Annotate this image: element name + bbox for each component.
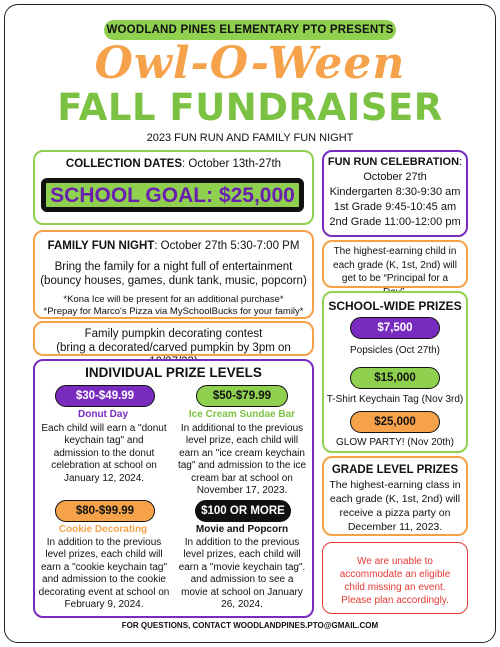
principal-for-a-day-text: The highest-earning child in each grade (K, 1st, 2nd) will get to be “Principal for a [333, 246, 457, 284]
attendance-notice-text: We are unable to accommodate an eligible child missing an event. Please plan accordingly. [339, 556, 451, 606]
pumpkin-contest-box [33, 321, 314, 356]
contact-footer: FOR QUESTIONS, CONTACT WOODLANDPINES.PTO@GMAIL.COM [121, 621, 379, 630]
fun-night-notes [35, 294, 312, 318]
prize-level-movie: $100 OR MORE [195, 500, 291, 522]
fun-night-line-2: (bouncy houses, games, dunk tank, music, popcorn) [40, 275, 307, 287]
fun-run-date: October 27th [363, 171, 427, 183]
prize-level-ice-cream: $50-$79.99 [196, 385, 288, 407]
donut-day-label: Donut Day [78, 409, 128, 420]
collection-dates [35, 158, 312, 170]
individual-prizes-box [33, 359, 314, 618]
cookie-decorating-description: In addition to the previous level prizes, each child will earn a "cookie keychain tag" and admission to the cookie decorating event at school on February 9, 2024. [38, 537, 170, 611]
ice-cream-bar-description: In additional to the previous level prize, each child will earn an "ice cream keychain tag" and admission to the ice cream bar at school on November 17, 2023. [177, 423, 307, 497]
collection-dates-box [33, 150, 314, 225]
movie-popcorn-label: Movie and Popcorn [195, 524, 289, 535]
attendance-notice-box [322, 542, 468, 614]
collection-label: COLLECTION DATES [65, 158, 182, 170]
fun-run-1st-grade: 1st Grade 9:45-10:45 am [333, 201, 457, 213]
fall-fundraiser-title: FALL FUNDRAISER [57, 86, 443, 129]
grade-level-prizes-text: The highest-earning class in each grade (K, 1st, 2nd) will receive a pizza party on December 11, 2023. [329, 479, 461, 533]
fun-night-heading [35, 240, 312, 252]
owl-o-ween-title: Owl-O-Ween [94, 38, 406, 89]
fun-run-colon: : [459, 156, 463, 168]
fun-run-kindergarten: Kindergarten 8:30-9:30 am [329, 186, 461, 198]
school-prize-15000: $15,000 [350, 367, 440, 389]
principal-for-a-day-box [322, 240, 468, 288]
event-tagline: 2023 FUN RUN AND FAMILY FUN NIGHT [146, 132, 354, 144]
fun-night-line-1: Bring the family for a night full of entertainment [54, 261, 293, 273]
fun-run-heading [324, 155, 466, 170]
family-fun-night-box [33, 230, 314, 319]
fun-night-description [35, 260, 312, 288]
tshirt-keychain-prize: T-Shirt Keychain Tag (Nov 3rd) [326, 394, 464, 405]
prize-level-donut: $30-$49.99 [55, 385, 155, 407]
fun-run-2nd-grade: 2nd Grade 11:00-12:00 pm [329, 216, 461, 228]
pto-banner: WOODLAND PINES ELEMENTARY PTO PRESENTS [104, 20, 396, 40]
collection-dates-value: : October 13th-27th [181, 158, 282, 170]
fun-run-label: FUN RUN CELEBRATION [327, 156, 460, 168]
fun-run-box [322, 150, 468, 237]
school-prize-7500: $7,500 [350, 317, 440, 339]
school-wide-prizes-box [322, 291, 468, 453]
cookie-decorating-label: Cookie Decorating [58, 524, 148, 535]
pumpkin-contest-line-1: Family pumpkin decorating contest [84, 328, 263, 340]
school-goal: SCHOOL GOAL: $25,000 [41, 178, 304, 212]
grade-level-prizes-box [322, 456, 468, 536]
pumpkin-contest-line-2: (bring a decorated/carved pumpkin by 3pm on [56, 342, 291, 354]
ice-cream-bar-label: Ice Cream Sundae Bar [188, 409, 296, 420]
donut-day-description: Each child will earn a "donut keychain tag" and admission to the donut celebration at school on January 12, 2024. [41, 423, 167, 484]
movie-popcorn-description: In addition to the previous level prizes, each child will earn a "movie keychain tag". and admission to see a movie at school on January 26, 2024. [178, 537, 306, 611]
kona-ice-note: *Kona Ice will be present for an additional purchase* [63, 294, 284, 305]
glow-party-prize: GLOW PARTY! (Nov 20th) [336, 437, 454, 448]
fun-night-time: : October 27th 5:30-7:00 PM [154, 240, 300, 252]
prize-level-cookie: $80-$99.99 [55, 500, 155, 522]
pizza-prepay-note: *Prepay for Marco's Pizza via MySchoolBucks for your family* [43, 306, 304, 317]
grade-level-prizes-title: GRADE LEVEL PRIZES [331, 464, 459, 476]
individual-prizes-title: INDIVIDUAL PRIZE LEVELS [85, 365, 262, 380]
school-prize-25000: $25,000 [350, 411, 440, 433]
popsicles-prize: Popsicles (Oct 27th) [349, 345, 441, 356]
fun-night-label: FAMILY FUN NIGHT [47, 240, 155, 252]
school-wide-prizes-title: SCHOOL-WIDE PRIZES [328, 299, 462, 313]
